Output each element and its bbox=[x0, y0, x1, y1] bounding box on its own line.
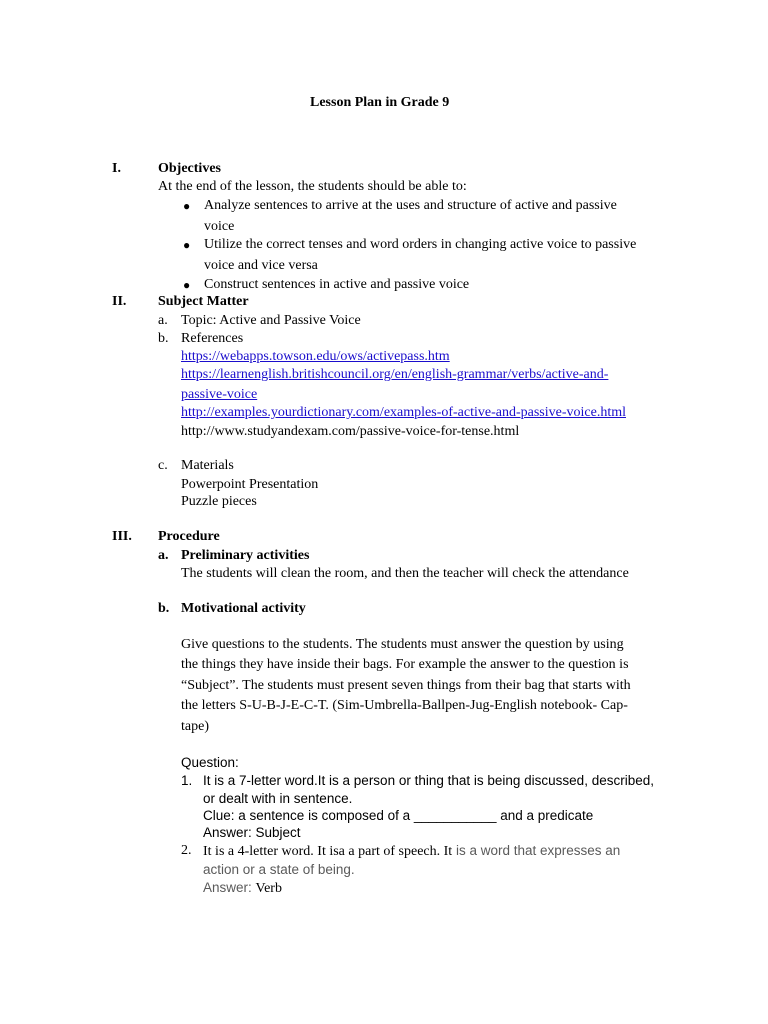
topic-text: Topic: Active and Passive Voice bbox=[181, 313, 361, 328]
question-answer bbox=[203, 879, 282, 898]
question-number: 1. bbox=[181, 773, 193, 788]
objective-item: Construct sentences in active and passive voice bbox=[204, 277, 470, 292]
section-numeral: I. bbox=[112, 161, 121, 176]
bullet-marker: ● bbox=[183, 278, 191, 292]
material-item: Powerpoint Presentation bbox=[181, 477, 319, 492]
list-marker: a. bbox=[158, 313, 168, 328]
subheading-motivational: Motivational activity bbox=[181, 601, 306, 616]
reference-plain: http://www.studyandexam.com/passive-voice-for-tense.html bbox=[181, 424, 520, 439]
answer-label: Answer: bbox=[203, 880, 256, 895]
subheading-preliminary: Preliminary activities bbox=[181, 548, 310, 563]
list-marker: a. bbox=[158, 548, 169, 563]
objective-item: Utilize the correct tenses and word orders in changing active voice to passive bbox=[204, 237, 637, 252]
question-text bbox=[203, 842, 620, 861]
question-number: 2. bbox=[181, 843, 192, 858]
question-text-continued: action or a state of being. bbox=[203, 862, 355, 877]
bullet-marker: ● bbox=[183, 238, 191, 252]
question-answer: Answer: Subject bbox=[203, 825, 301, 840]
objective-item-continued: voice bbox=[204, 219, 235, 234]
question-text-continued: or dealt with in sentence. bbox=[203, 791, 353, 806]
list-marker: b. bbox=[158, 601, 170, 616]
objectives-intro: At the end of the lesson, the students should be able to: bbox=[158, 179, 467, 194]
list-marker: c. bbox=[158, 458, 168, 473]
motivational-line: Give questions to the students. The students must answer the question by using bbox=[181, 637, 624, 652]
section-numeral: III. bbox=[112, 529, 132, 544]
question-text: It is a 7-letter word.It is a person or thing that is being discussed, described, bbox=[203, 773, 654, 788]
preliminary-text: The students will clean the room, and then the teacher will check the attendance bbox=[181, 566, 629, 581]
motivational-line: tape) bbox=[181, 719, 209, 734]
reference-link[interactable]: https://webapps.towson.edu/ows/activepass.htm bbox=[181, 349, 450, 364]
reference-link[interactable]: http://examples.yourdictionary.com/examples-of-active-and-passive-voice.html bbox=[181, 405, 626, 420]
question-clue: Clue: a sentence is composed of a ___________ and a predicate bbox=[203, 808, 594, 823]
objective-item-continued: voice and vice versa bbox=[204, 258, 318, 273]
list-marker: b. bbox=[158, 331, 169, 346]
motivational-line: “Subject”. The students must present seven things from their bag that starts with bbox=[181, 678, 631, 693]
question-text-part: is a word that expresses an bbox=[452, 843, 621, 858]
objective-item: Analyze sentences to arrive at the uses and structure of active and passive bbox=[204, 198, 617, 213]
motivational-line: the things they have inside their bags. For example the answer to the question is bbox=[181, 657, 629, 672]
section-heading: Objectives bbox=[158, 161, 221, 176]
section-heading: Subject Matter bbox=[158, 294, 249, 309]
page-title: Lesson Plan in Grade 9 bbox=[310, 95, 450, 110]
bullet-marker: ● bbox=[183, 199, 191, 213]
material-item: Puzzle pieces bbox=[181, 494, 257, 509]
question-text-part: It is a 4-letter word. It isa a part of speech. It bbox=[203, 844, 453, 859]
reference-link[interactable]: https://learnenglish.britishcouncil.org/en/english-grammar/verbs/active-and- bbox=[181, 367, 609, 382]
motivational-line: the letters S-U-B-J-E-C-T. (Sim-Umbrella-Ballpen-Jug-English notebook- Cap- bbox=[181, 698, 628, 713]
reference-link-continued[interactable]: passive-voice bbox=[181, 387, 258, 402]
answer-value: Verb bbox=[255, 881, 282, 896]
section-numeral: II. bbox=[112, 294, 127, 309]
materials-label: Materials bbox=[181, 458, 234, 473]
references-label: References bbox=[181, 331, 244, 346]
section-heading: Procedure bbox=[158, 529, 220, 544]
question-label: Question: bbox=[181, 755, 239, 770]
